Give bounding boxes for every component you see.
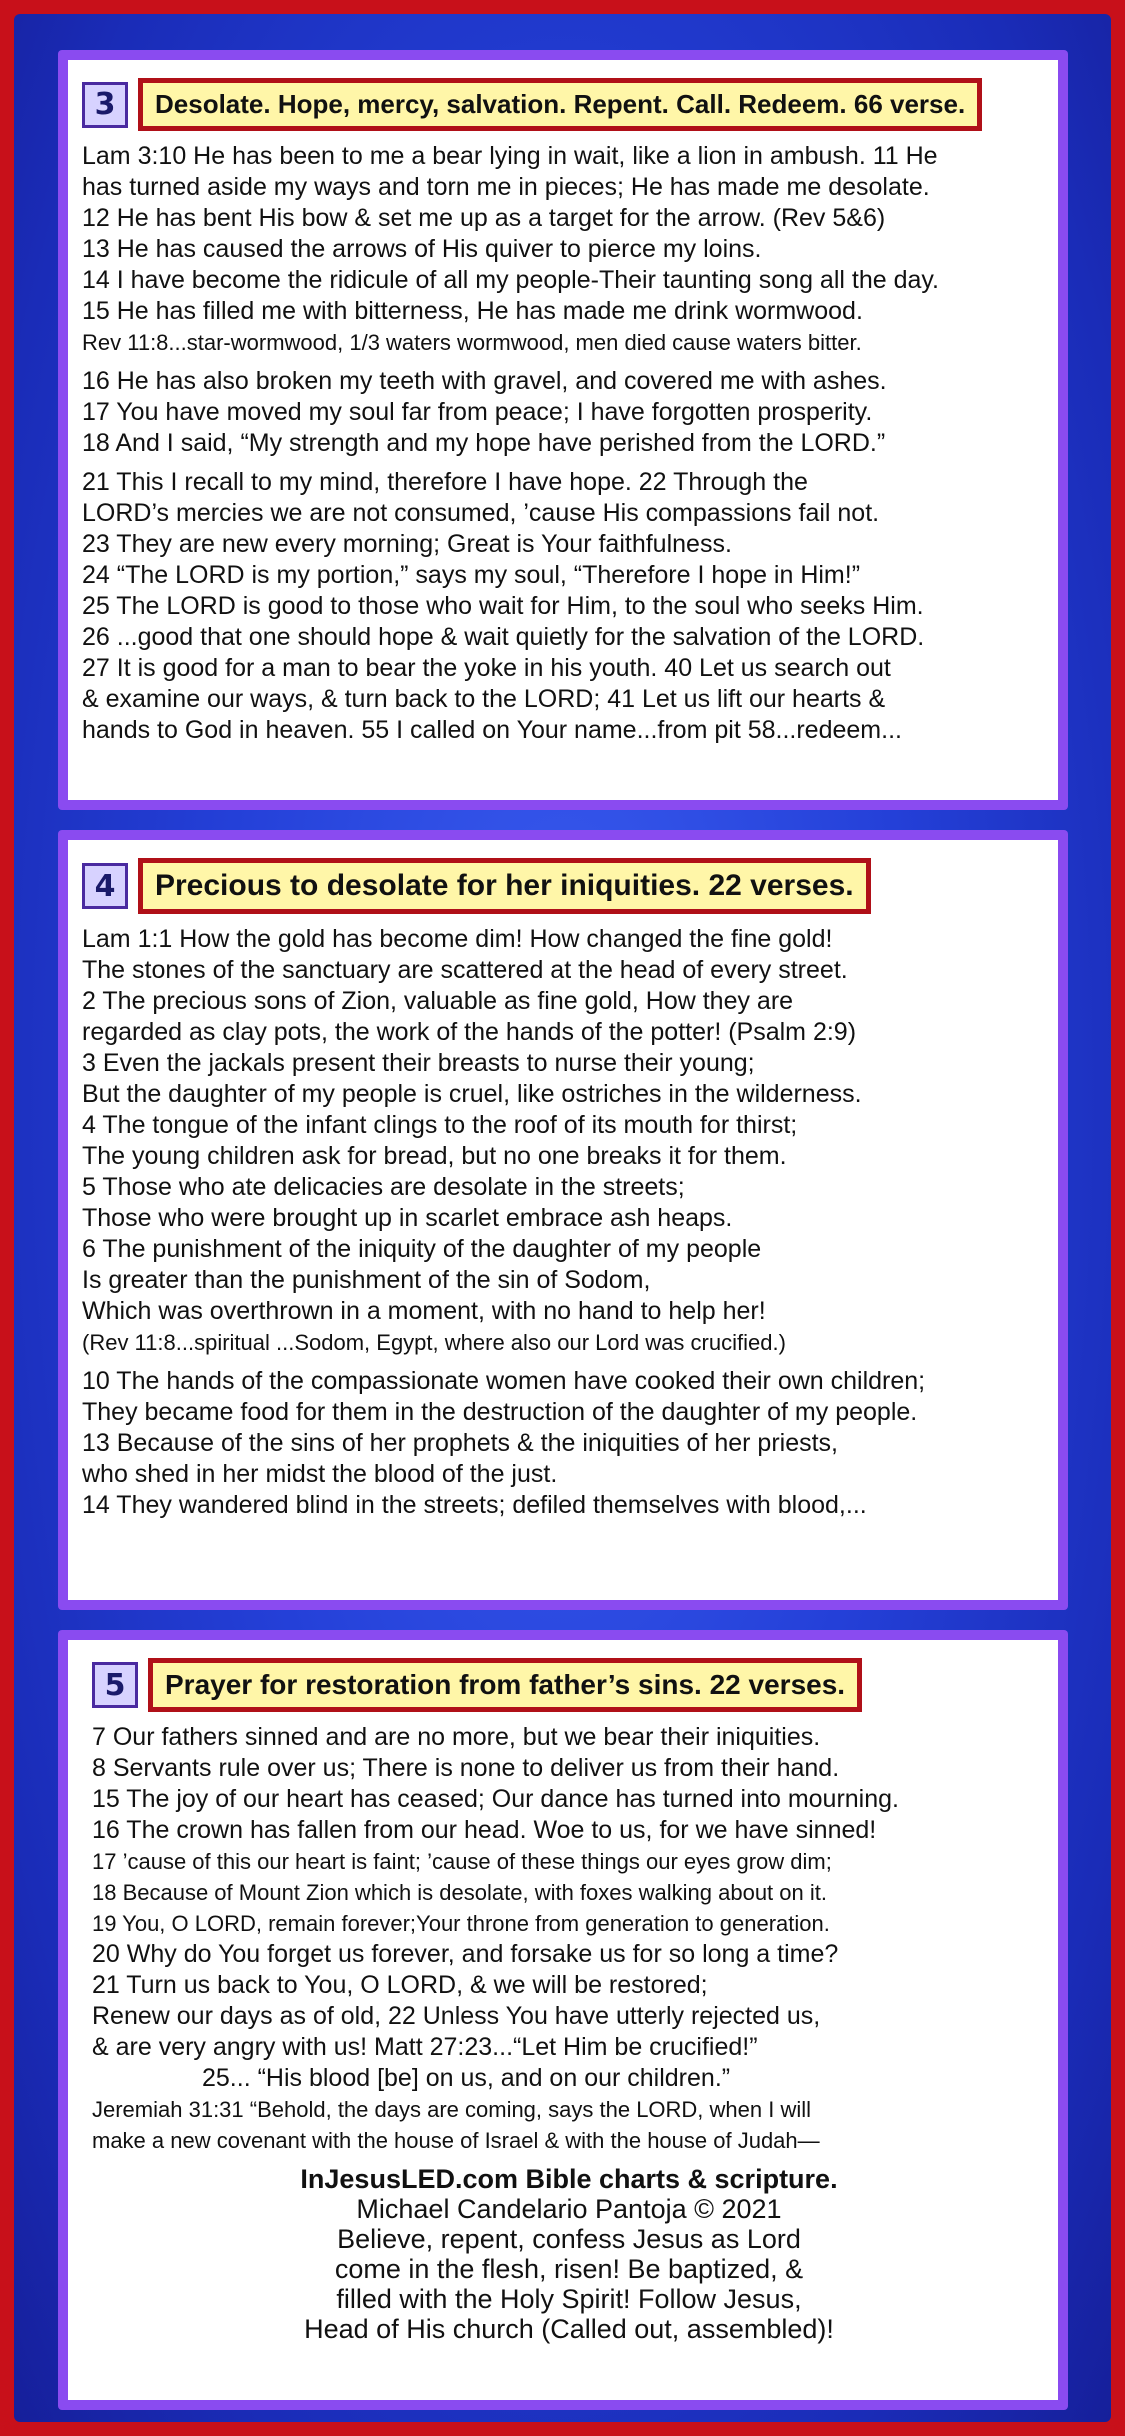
verse-line: Those who were brought up in scarlet embrace ash heaps. (82, 1204, 733, 1232)
verse-line: who shed in her midst the blood of the just. (82, 1460, 558, 1488)
verse-line: 2 The precious sons of Zion, valuable as fine gold, How they are (82, 987, 794, 1015)
verse-line: Renew our days as of old, 22 Unless You have utterly rejected us, (92, 2002, 821, 2030)
verse-line: 24 “The LORD is my portion,” says my soul, “Therefore I hope in Him!” (82, 561, 861, 589)
verse-line: 16 The crown has fallen from our head. Woe to us, for we have sinned! (92, 1816, 877, 1844)
verse-line: 18 And I said, “My strength and my hope have perished from the LORD.” (82, 429, 886, 457)
verse-line: 17 You have moved my soul far from peace; I have forgotten prosperity. (82, 398, 873, 426)
verse-line: hands to God in heaven. 55 I called on Your name...from pit 58...redeem... (82, 716, 902, 744)
verse-line: 25... “His blood [be] on us, and on our children.” (202, 2064, 731, 2092)
verse-line: The stones of the sanctuary are scattered at the head of every street. (82, 956, 848, 984)
footer-copyright: Michael Candelario Pantoja © 2021 (356, 2194, 782, 2224)
verse-line: 4 The tongue of the infant clings to the roof of its mouth for thirst; (82, 1111, 798, 1139)
verse-line: regarded as clay pots, the work of the hands of the potter! (Psalm 2:9) (82, 1018, 857, 1046)
section-5-header (92, 1658, 1046, 1712)
verse-line: 18 Because of Mount Zion which is desolate, with foxes walking about on it. (92, 1880, 827, 1905)
verse-line: 6 The punishment of the iniquity of the daughter of my people (82, 1235, 762, 1263)
footer-line: Head of His church (Called out, assembled)! (304, 2314, 834, 2344)
verse-line: 14 I have become the ridicule of all my people-Their taunting song all the day. (82, 266, 939, 294)
verse-line: 21 Turn us back to You, O LORD, & we will be restored; (92, 1971, 708, 1999)
footer-website: InJesusLED.com Bible charts & scripture. (300, 2164, 838, 2194)
section-5-content (68, 1640, 1058, 2400)
verse-line: 10 The hands of the compassionate women have cooked their own children; (82, 1367, 926, 1395)
verse-line: The young children ask for bread, but no one breaks it for them. (82, 1142, 787, 1170)
verse-line: 27 It is good for a man to bear the yoke in his youth. 40 Let us search out (82, 654, 891, 682)
section-3-content (68, 60, 1058, 800)
section-4-content (68, 840, 1058, 1600)
verse-line: 3 Even the jackals present their breasts to nurse their young; (82, 1049, 755, 1077)
footer-line: Believe, repent, confess Jesus as Lord (337, 2224, 801, 2254)
section-3-panel (58, 50, 1068, 810)
verse-line: Lam 1:1 How the gold has become dim! How changed the fine gold! (82, 925, 833, 953)
section-number-badge: 5 (92, 1662, 138, 1708)
section-title: Precious to desolate for her iniquities. 22 verses. (138, 858, 871, 914)
verse-line: Jeremiah 31:31 “Behold, the days are coming, says the LORD, when I will (92, 2097, 812, 2122)
section-4-header (82, 858, 1046, 914)
section-title: Desolate. Hope, mercy, salvation. Repent. Call. Redeem. 66 verse. (138, 78, 982, 131)
footer-line: filled with the Holy Spirit! Follow Jesus, (336, 2284, 802, 2314)
section-title: Prayer for restoration from father’s sins. 22 verses. (148, 1658, 862, 1712)
verse-line: Is greater than the punishment of the sin of Sodom, (82, 1266, 651, 1294)
verse-line: make a new covenant with the house of Israel & with the house of Judah— (92, 2128, 820, 2153)
verse-line: 23 They are new every morning; Great is Your faithfulness. (82, 530, 732, 558)
verse-line: Lam 3:10 He has been to me a bear lying in wait, like a lion in ambush. 11 He (82, 142, 938, 170)
verse-line: has turned aside my ways and torn me in pieces; He has made me desolate. (82, 173, 930, 201)
verse-line: 5 Those who ate delicacies are desolate in the streets; (82, 1173, 685, 1201)
section-5-panel (58, 1630, 1068, 2410)
section-4-panel (58, 830, 1068, 1610)
section-number-badge: 3 (82, 82, 128, 128)
footer-line: come in the flesh, risen! Be baptized, & (334, 2254, 804, 2284)
verse-line: 19 You, O LORD, remain forever;Your throne from generation to generation. (92, 1911, 830, 1936)
verse-line: 17 ’cause of this our heart is faint; ’cause of these things our eyes grow dim; (92, 1849, 832, 1874)
verse-line: Rev 11:8...star-wormwood, 1/3 waters wormwood, men died cause waters bitter. (82, 330, 862, 355)
verse-line: 7 Our fathers sinned and are no more, but we bear their iniquities. (92, 1723, 821, 1751)
section-number-badge: 4 (82, 863, 128, 909)
section-3-header (82, 78, 1046, 131)
verse-line: 25 The LORD is good to those who wait for Him, to the soul who seeks Him. (82, 592, 924, 620)
verse-line: & examine our ways, & turn back to the LORD; 41 Let us lift our hearts & (82, 685, 886, 713)
verse-line: 20 Why do You forget us forever, and forsake us for so long a time? (92, 1940, 839, 1968)
verse-line: (Rev 11:8...spiritual ...Sodom, Egypt, where also our Lord was crucified.) (82, 1330, 786, 1355)
footer (92, 2164, 1046, 2344)
verse-line: 16 He has also broken my teeth with gravel, and covered me with ashes. (82, 367, 887, 395)
verse-line: 26 ...good that one should hope & wait quietly for the salvation of the LORD. (82, 623, 925, 651)
verse-line: 15 He has filled me with bitterness, He has made me drink wormwood. (82, 297, 863, 325)
verse-line: 13 Because of the sins of her prophets & the iniquities of her priests, (82, 1429, 838, 1457)
verse-line: & are very angry with us! Matt 27:23...“Let Him be crucified!” (92, 2033, 758, 2061)
verse-line: 8 Servants rule over us; There is none to deliver us from their hand. (92, 1754, 840, 1782)
verse-line: They became food for them in the destruction of the daughter of my people. (82, 1398, 918, 1426)
verse-line: Which was overthrown in a moment, with no hand to help her! (82, 1297, 766, 1325)
verse-line: LORD’s mercies we are not consumed, ’cause His compassions fail not. (82, 499, 880, 527)
verse-line: But the daughter of my people is cruel, like ostriches in the wilderness. (82, 1080, 862, 1108)
verse-line: 21 This I recall to my mind, therefore I have hope. 22 Through the (82, 468, 808, 496)
verse-line: 14 They wandered blind in the streets; defiled themselves with blood,... (82, 1491, 867, 1519)
verse-line: 15 The joy of our heart has ceased; Our dance has turned into mourning. (92, 1785, 899, 1813)
verse-line: 13 He has caused the arrows of His quiver to pierce my loins. (82, 235, 762, 263)
verse-line: 12 He has bent His bow & set me up as a target for the arrow. (Rev 5&6) (82, 204, 886, 232)
